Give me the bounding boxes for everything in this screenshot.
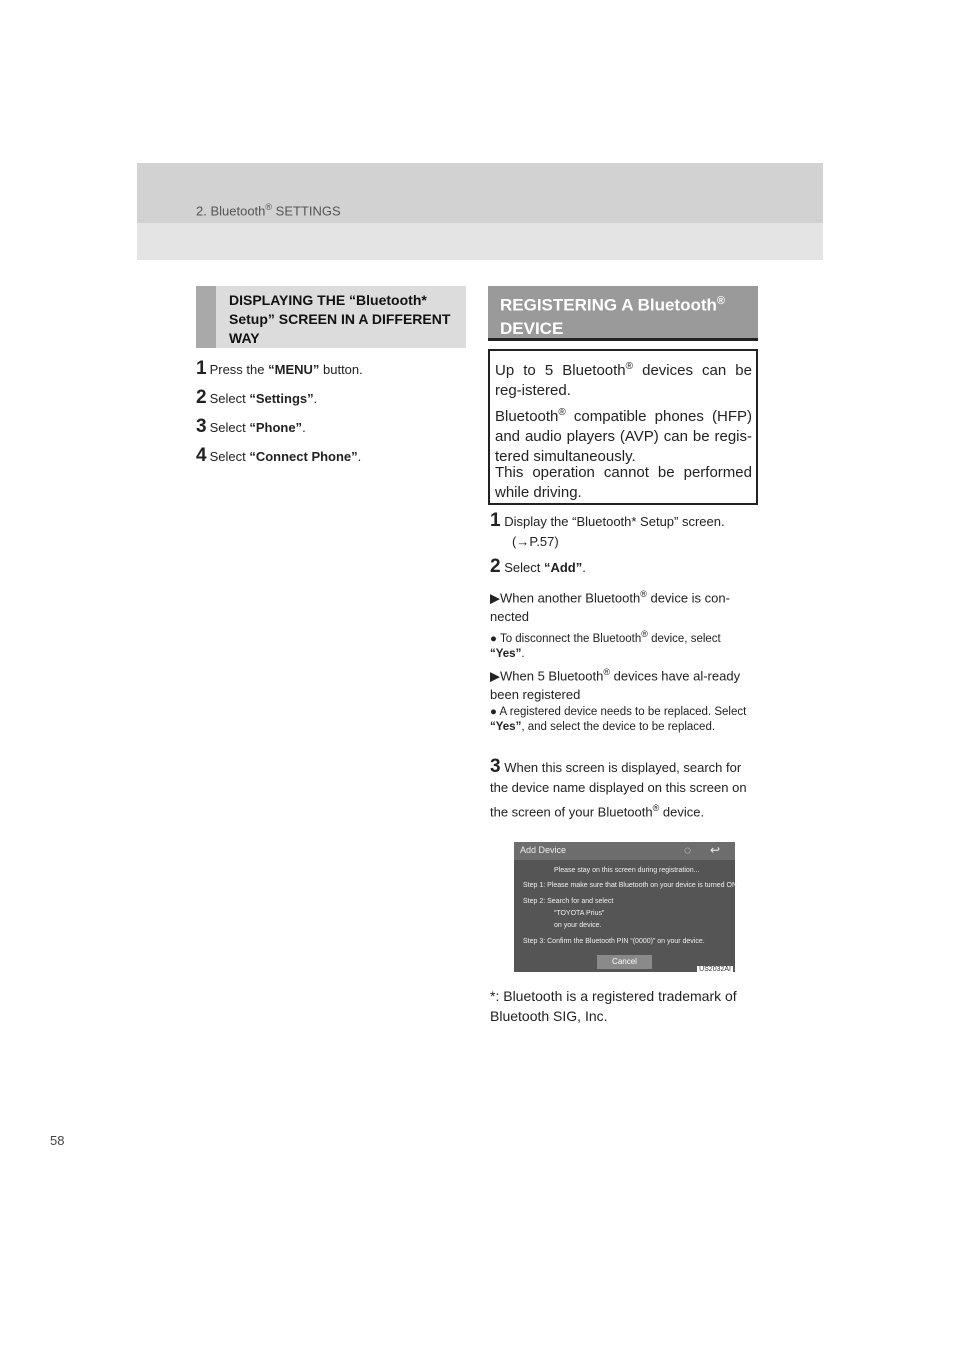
left-step-4: 4 Select “Connect Phone”. xyxy=(196,445,362,466)
bullet-replace: ● A registered device needs to be replaced. Select “Yes”, and select the device to be replaced. xyxy=(490,706,747,733)
left-heading-text: DISPLAYING THE “Bluetooth* Setup” SCREEN IN A DIFFERENT WAY xyxy=(229,292,451,346)
right-heading-text: REGISTERING A Bluetooth® DEVICE xyxy=(500,295,726,338)
screen-line-3: Step 2: Search for and select xyxy=(523,898,614,905)
left-step-2: 2 Select “Settings”. xyxy=(196,387,318,408)
left-section-heading xyxy=(196,286,466,348)
screen-line-2: Step 1: Please make sure that Bluetooth on your device is turned ON. xyxy=(523,882,739,889)
right-section-heading xyxy=(488,286,758,341)
left-step-3: 3 Select “Phone”. xyxy=(196,416,306,437)
add-device-screenshot xyxy=(514,842,739,973)
info-para-3: This operation cannot be performed while driving. xyxy=(495,464,752,501)
right-step-3: 3 When this screen is displayed, search for the device name displayed on this screen on the screen of your Bluetooth® device. xyxy=(490,756,747,820)
running-header: 2. Bluetooth® SETTINGS xyxy=(196,202,341,219)
heading-bar xyxy=(196,286,216,348)
info-para-1: Up to 5 Bluetooth® devices can be reg-istered. xyxy=(495,361,752,399)
info-box xyxy=(488,349,758,505)
left-step-1: 1 Press the “MENU” button. xyxy=(196,358,363,379)
back-icon[interactable]: ↩ xyxy=(710,843,721,857)
info-para-2: Bluetooth® compatible phones (HFP) and audio players (AVP) can be regis-tered simultaneously. xyxy=(495,407,752,465)
screen-line-5: on your device. xyxy=(554,922,602,929)
case-another-connected: ▶When another Bluetooth® device is con-nected xyxy=(490,589,730,625)
right-step-2: 2 Select “Add”. xyxy=(490,556,586,577)
bullet-disconnect: ● To disconnect the Bluetooth® device, select “Yes”. xyxy=(490,629,721,660)
cancel-button[interactable]: Cancel xyxy=(597,955,652,969)
right-step-1: 1 Display the “Bluetooth* Setup” screen. (→P.57) xyxy=(490,510,725,549)
image-code: US2032AI xyxy=(699,966,731,973)
screen-title: Add Device xyxy=(520,845,567,855)
screen-line-4: “TOYOTA Prius” xyxy=(554,910,605,917)
footnote: *: Bluetooth is a registered trademark of Bluetooth SIG, Inc. xyxy=(490,988,737,1024)
case-five-registered: ▶When 5 Bluetooth® devices have al-ready been registered xyxy=(490,667,741,703)
screen-line-6: Step 3: Confirm the Bluetooth PIN “(0000)” on your device. xyxy=(523,938,705,945)
screen-line-1: Please stay on this screen during registration... xyxy=(554,867,700,874)
page-number: 58 xyxy=(50,1133,65,1148)
loading-icon: ◌ xyxy=(684,843,692,857)
